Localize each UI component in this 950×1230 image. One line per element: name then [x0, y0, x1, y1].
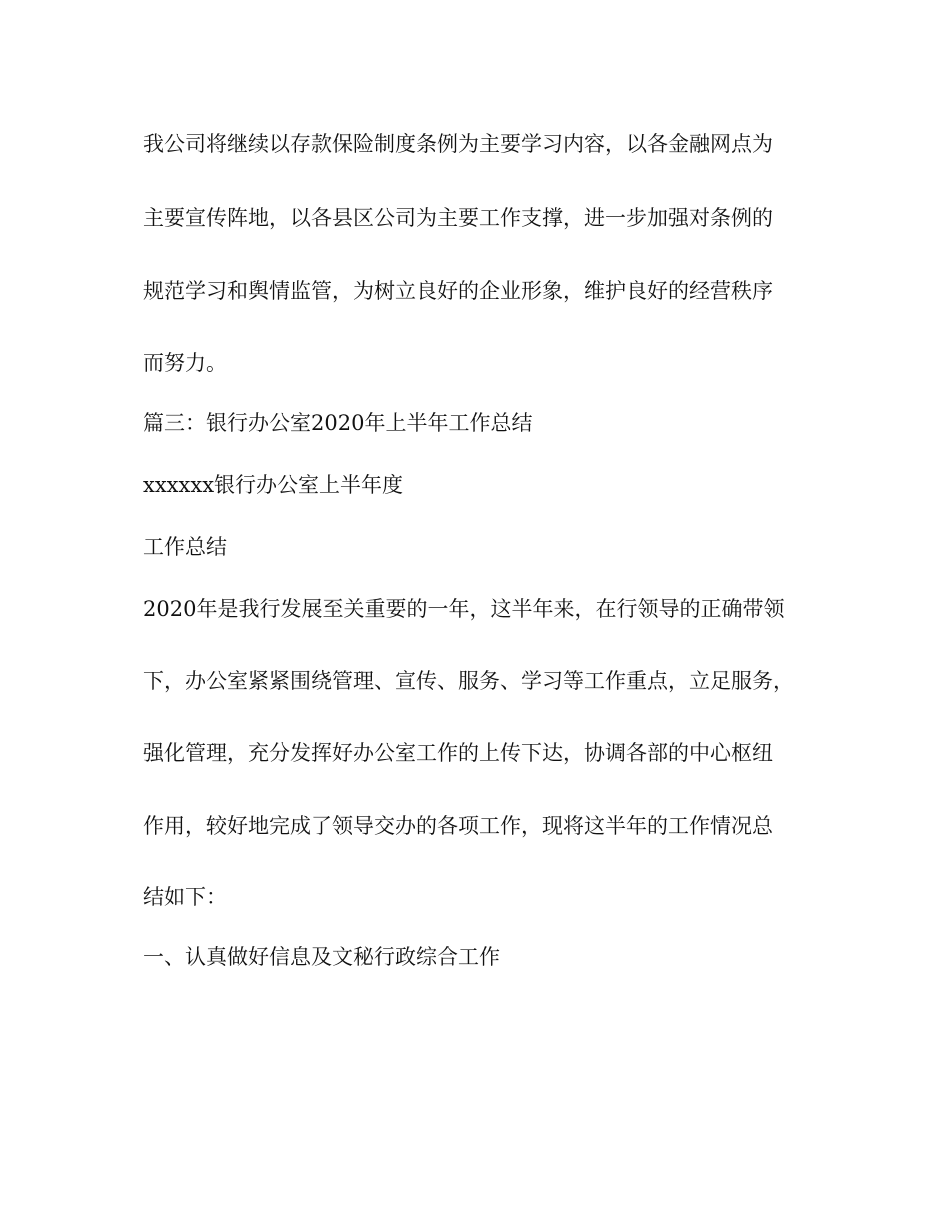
body-line-1: 2020年是我行发展至关重要的一年，这半年来，在行领导的正确带领: [143, 597, 785, 621]
body-line-5: 结如下：: [143, 885, 227, 909]
body-line-4: 作用，较好地完成了领导交办的各项工作，现将这半年的工作情况总: [143, 814, 773, 838]
paragraph-line-1: 我公司将继续以存款保险制度条例为主要学习内容，以各金融网点为: [143, 132, 773, 156]
report-title-line-2: 工作总结: [143, 535, 227, 559]
report-title-line-1: xxxxxx银行办公室上半年度: [143, 473, 404, 497]
body-line-2: 下，办公室紧紧围绕管理、宣传、服务、学习等工作重点，立足服务，: [143, 669, 794, 693]
body-line-3: 强化管理，充分发挥好办公室工作的上传下达，协调各部的中心枢纽: [143, 741, 773, 765]
paragraph-line-4: 而努力。: [143, 351, 227, 375]
section-heading: 篇三：银行办公室2020年上半年工作总结: [143, 411, 533, 435]
paragraph-line-2: 主要宣传阵地，以各县区公司为主要工作支撑，进一步加强对条例的: [143, 206, 773, 230]
subsection-heading: 一、认真做好信息及文秘行政综合工作: [143, 945, 500, 969]
paragraph-line-3: 规范学习和舆情监管，为树立良好的企业形象，维护良好的经营秩序: [143, 279, 773, 303]
